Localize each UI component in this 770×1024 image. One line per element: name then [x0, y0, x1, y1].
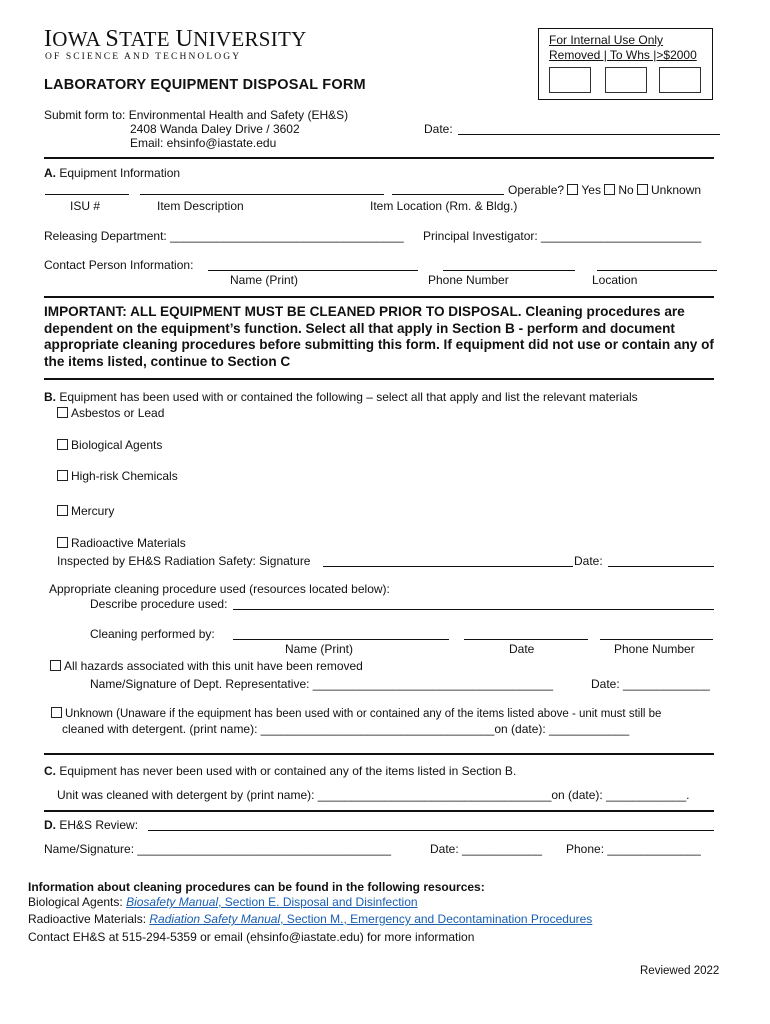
contact-location-field[interactable] — [597, 270, 717, 271]
inspected-label: Inspected by EH&S Radiation Safety: Signature — [57, 554, 311, 568]
submit-date-label: Date: — [424, 122, 453, 136]
contact-phone-field[interactable] — [443, 270, 575, 271]
internal-use-box — [538, 28, 713, 100]
cleaning-used-label: Appropriate cleaning procedure used (resources located below): — [49, 582, 390, 596]
operable-yes-label: Yes — [581, 183, 601, 197]
contact-name-label: Name (Print) — [230, 273, 299, 287]
ehs-review-field[interactable] — [148, 830, 714, 831]
form-title: LABORATORY EQUIPMENT DISPOSAL FORM — [44, 77, 366, 93]
cleaning-performed-label: Cleaning performed by: — [90, 627, 215, 641]
divider — [44, 753, 714, 755]
operable-no-checkbox[interactable] — [604, 184, 615, 195]
unknown-option[interactable]: Unknown (Unaware if the equipment has been used with or contained any of the items listed above - unit must still be — [51, 707, 661, 720]
contact-location-label: Location — [592, 273, 638, 287]
unknown-checkbox[interactable] — [51, 707, 62, 718]
divider — [44, 296, 714, 298]
contact-person-label: Contact Person Information: — [44, 258, 194, 272]
biological-agents-option[interactable]: Biological Agents — [57, 438, 162, 452]
high-risk-chemicals-checkbox[interactable] — [57, 470, 68, 481]
university-logo-name: IOWA STATE UNIVERSITY — [44, 26, 307, 52]
item-location-label: Item Location (Rm. & Bldg.) — [370, 199, 518, 213]
releasing-department-field[interactable]: Releasing Department: ___________________________________ — [44, 229, 404, 243]
performed-name-field[interactable] — [233, 639, 449, 640]
internal-use-over-2000-field[interactable] — [659, 67, 701, 93]
important-notice: IMPORTANT: ALL EQUIPMENT MUST BE CLEANED PRIOR TO DISPOSAL. Cleaning procedures are dependent on the equipment’s function. Select all that apply in Section B - perform and document appropriate cleaning procedures before submitting this form. If equipment did not use or contain any of the items listed, continue to Section C — [44, 304, 714, 369]
internal-use-to-whs-field[interactable] — [605, 67, 647, 93]
ehs-date-field[interactable]: Date: ____________ — [430, 842, 543, 856]
principal-investigator-field[interactable]: Principal Investigator: ________________________ — [423, 229, 702, 243]
operable-no-label: No — [618, 183, 634, 197]
divider — [44, 378, 714, 380]
item-location-field[interactable] — [392, 194, 504, 195]
operable-unknown-checkbox[interactable] — [637, 184, 648, 195]
divider — [44, 157, 714, 159]
internal-use-title: For Internal Use Only — [549, 33, 664, 47]
isu-number-label: ISU # — [70, 199, 101, 213]
mercury-checkbox[interactable] — [57, 505, 68, 516]
submit-line-1: Submit form to: Environmental Health and Safety (EH&S) — [44, 108, 349, 122]
internal-use-removed-field[interactable] — [549, 67, 591, 93]
section-c-heading: C. Equipment has never been used with or contained any of the items listed in Section B. — [44, 764, 517, 778]
submit-address: 2408 Wanda Daley Drive / 3602 — [130, 122, 300, 136]
operable-unknown-label: Unknown — [651, 183, 702, 197]
performed-name-label: Name (Print) — [285, 642, 354, 656]
reviewed-date: Reviewed 2022 — [640, 965, 720, 977]
ehs-phone-field[interactable]: Phone: ______________ — [566, 842, 701, 856]
divider — [44, 810, 714, 812]
biological-agents-checkbox[interactable] — [57, 439, 68, 450]
submit-email: Email: ehsinfo@iastate.edu — [130, 136, 277, 150]
operable-label: Operable? — [508, 183, 565, 197]
radioactive-materials-option[interactable]: Radioactive Materials — [57, 536, 186, 550]
contact-phone-label: Phone Number — [428, 273, 509, 287]
asbestos-lead-checkbox[interactable] — [57, 407, 68, 418]
hazards-removed-option[interactable]: All hazards associated with this unit have been removed — [50, 659, 363, 673]
asbestos-lead-option[interactable]: Asbestos or Lead — [57, 406, 164, 420]
performed-phone-label: Phone Number — [614, 642, 695, 656]
internal-use-subtitle: Removed | To Whs |>$2000 — [549, 48, 697, 62]
section-d-heading: D. EH&S Review: — [44, 818, 139, 832]
section-b-heading: B. Equipment has been used with or contained the following – select all that apply and list the relevant materials — [44, 390, 638, 404]
item-description-field[interactable] — [140, 194, 384, 195]
radiation-safety-manual-link[interactable]: Radiation Safety Manual, Section M., Emergency and Decontamination Procedures — [149, 912, 593, 926]
describe-procedure-field[interactable] — [233, 609, 714, 610]
biological-resource-line: Biological Agents: Biosafety Manual, Section E. Disposal and Disinfection — [28, 895, 418, 909]
performed-phone-field[interactable] — [600, 639, 713, 640]
mercury-option[interactable]: Mercury — [57, 504, 114, 518]
contact-ehs-line: Contact EH&S at 515-294-5359 or email (ehsinfo@iastate.edu) for more information — [28, 930, 475, 944]
performed-date-label: Date — [509, 642, 535, 656]
dept-representative-field[interactable]: Name/Signature of Dept. Representative: ____________________________________ — [90, 677, 554, 691]
inspected-signature-field[interactable] — [323, 566, 573, 567]
contact-name-field[interactable] — [208, 270, 418, 271]
operable-yes-checkbox[interactable] — [567, 184, 578, 195]
radioactive-materials-checkbox[interactable] — [57, 537, 68, 548]
operable-group — [508, 183, 701, 197]
hazards-removed-checkbox[interactable] — [50, 660, 61, 671]
inspected-date-field[interactable] — [608, 566, 714, 567]
submit-date-field[interactable] — [458, 134, 720, 135]
inspected-date-label: Date: — [574, 554, 603, 568]
university-logo-subtitle: OF SCIENCE AND TECHNOLOGY — [45, 52, 242, 62]
radioactive-resource-line: Radioactive Materials: Radiation Safety Manual, Section M., Emergency and Decontamination Procedures — [28, 912, 593, 926]
unknown-cleaned-field[interactable]: cleaned with detergent. (print name): ___________________________________on (date): ____________ — [62, 722, 630, 736]
item-description-label: Item Description — [157, 199, 244, 213]
biosafety-manual-link[interactable]: Biosafety Manual, Section E. Disposal and Disinfection — [126, 895, 418, 909]
describe-procedure-label: Describe procedure used: — [90, 597, 228, 611]
detergent-cleaned-field[interactable]: Unit was cleaned with detergent by (print name): ___________________________________on (date): ____________. — [57, 788, 690, 802]
ehs-name-signature-field[interactable]: Name/Signature: ______________________________________ — [44, 842, 391, 856]
resources-heading: Information about cleaning procedures can be found in the following resources: — [28, 880, 485, 894]
performed-date-field[interactable] — [464, 639, 588, 640]
dept-representative-date-field[interactable]: Date: _____________ — [591, 677, 710, 691]
high-risk-chemicals-option[interactable]: High-risk Chemicals — [57, 469, 178, 483]
section-a-heading: A. Equipment Information — [44, 166, 181, 180]
isu-number-field[interactable] — [45, 194, 129, 195]
